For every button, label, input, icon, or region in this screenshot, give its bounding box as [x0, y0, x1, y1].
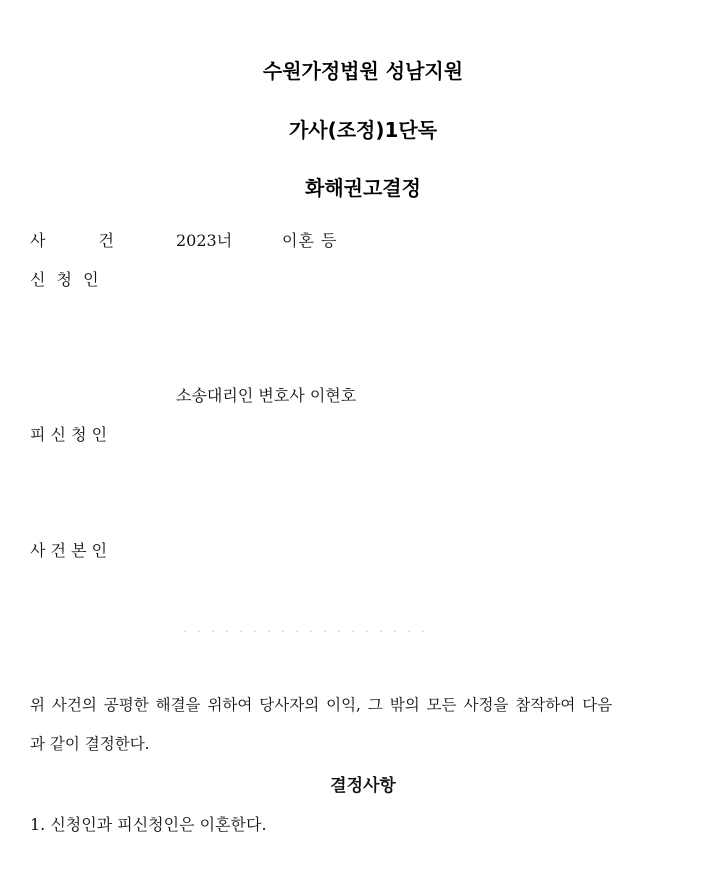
body-line-1: 위 사건의 공평한 해결을 위하여 당사자의 이익, 그 밖의 모든 사정을 참작하여 다음 [30, 696, 613, 714]
applicant-label: 신 청 인 [30, 270, 99, 289]
decision-item-1: 1. 신청인과 피신청인은 이혼한다. [30, 815, 267, 834]
principal-label: 사 건 본 인 [30, 541, 108, 560]
case-label: 사 건 [30, 231, 114, 250]
redacted-line [178, 630, 434, 633]
respondent-label: 피 신 청 인 [30, 425, 108, 444]
document-title: 화해권고결정 [305, 176, 421, 200]
applicant-agent: 소송대리인 변호사 이현호 [176, 386, 357, 405]
division-name: 가사(조정)1단독 [288, 118, 438, 142]
court-name: 수원가정법원 성남지원 [262, 59, 464, 83]
decision-heading: 결정사항 [330, 776, 396, 796]
case-number: 2023너 [176, 231, 233, 250]
case-name: 이혼 등 [282, 231, 338, 250]
body-line-2: 과 같이 결정한다. [30, 735, 150, 753]
